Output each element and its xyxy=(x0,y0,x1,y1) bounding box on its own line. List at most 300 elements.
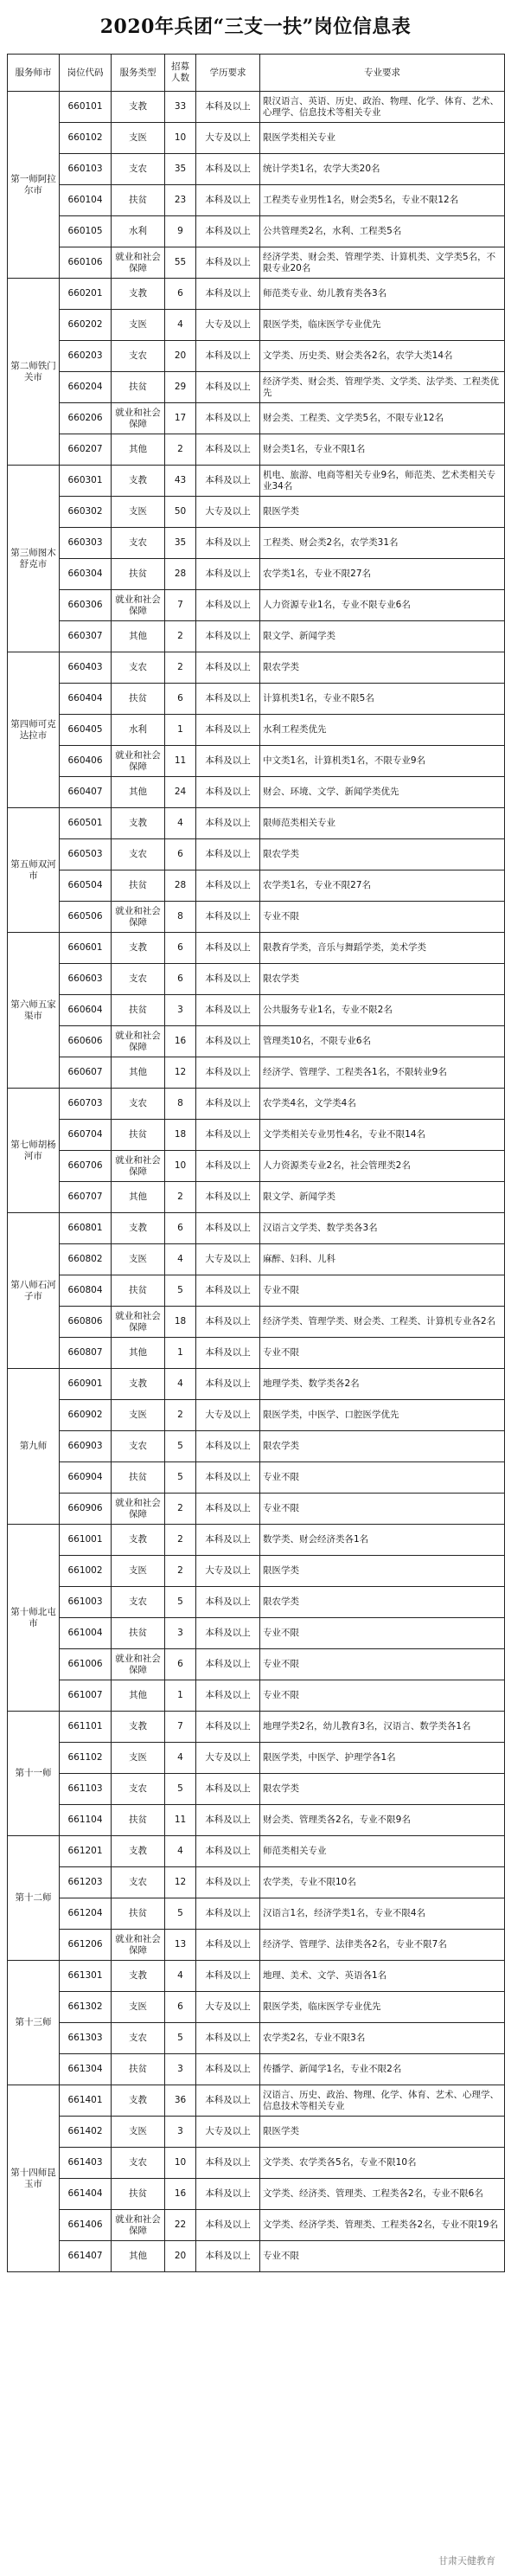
table-row xyxy=(8,2085,505,2117)
recruit-count-cell: 28 xyxy=(165,870,196,902)
service-type-cell: 支医 xyxy=(112,2117,165,2148)
major-cell: 限医学类 xyxy=(260,2117,505,2148)
major-cell: 麻醉、妇科、儿科 xyxy=(260,1244,505,1275)
major-cell: 专业不限 xyxy=(260,1462,505,1494)
service-type-cell: 支教 xyxy=(112,1525,165,1556)
position-code-cell: 660603 xyxy=(60,964,112,995)
recruit-count-cell: 5 xyxy=(165,1587,196,1618)
major-cell: 管理类10名，不限专业6名 xyxy=(260,1026,505,1057)
position-code-cell: 660801 xyxy=(60,1213,112,1244)
position-code-cell: 660301 xyxy=(60,466,112,497)
table-header-row xyxy=(8,55,505,92)
major-cell: 文学类相关专业男性4名，专业不限14名 xyxy=(260,1120,505,1151)
service-type-cell: 就业和社会保障 xyxy=(112,403,165,434)
major-cell: 公共服务专业1名，专业不限2名 xyxy=(260,995,505,1026)
major-cell: 专业不限 xyxy=(260,902,505,933)
recruit-count-cell: 7 xyxy=(165,590,196,621)
education-cell: 本科及以上 xyxy=(196,1338,260,1369)
table-row xyxy=(8,621,505,652)
table-row xyxy=(8,1836,505,1867)
table-row xyxy=(8,1618,505,1649)
education-cell: 本科及以上 xyxy=(196,247,260,279)
header-service-type: 服务类型 xyxy=(112,55,165,92)
table-row xyxy=(8,310,505,341)
table-row xyxy=(8,715,505,746)
table-row xyxy=(8,1369,505,1400)
recruit-count-cell: 1 xyxy=(165,715,196,746)
major-cell: 限医学类，中医学、护理学各1名 xyxy=(260,1743,505,1774)
service-type-cell: 支医 xyxy=(112,497,165,528)
service-type-cell: 就业和社会保障 xyxy=(112,247,165,279)
recruit-count-cell: 16 xyxy=(165,2179,196,2210)
position-code-cell: 661406 xyxy=(60,2210,112,2241)
major-cell: 限医学类 xyxy=(260,1556,505,1587)
position-code-cell: 660303 xyxy=(60,528,112,559)
service-type-cell: 支医 xyxy=(112,310,165,341)
position-code-cell: 661002 xyxy=(60,1556,112,1587)
education-cell: 本科及以上 xyxy=(196,715,260,746)
position-code-cell: 661201 xyxy=(60,1836,112,1867)
recruit-count-cell: 2 xyxy=(165,621,196,652)
table-row xyxy=(8,372,505,403)
recruit-count-cell: 4 xyxy=(165,1244,196,1275)
position-code-cell: 660105 xyxy=(60,216,112,247)
table-row xyxy=(8,2054,505,2085)
recruit-count-cell: 35 xyxy=(165,154,196,185)
position-code-cell: 661204 xyxy=(60,1898,112,1930)
service-type-cell: 支农 xyxy=(112,2023,165,2054)
recruit-count-cell: 13 xyxy=(165,1930,196,1961)
table-row xyxy=(8,1213,505,1244)
education-cell: 大专及以上 xyxy=(196,1244,260,1275)
education-cell: 本科及以上 xyxy=(196,2241,260,2272)
recruit-count-cell: 11 xyxy=(165,1805,196,1836)
service-type-cell: 其他 xyxy=(112,1057,165,1089)
service-type-cell: 就业和社会保障 xyxy=(112,1494,165,1525)
recruit-count-cell: 1 xyxy=(165,1338,196,1369)
service-type-cell: 支农 xyxy=(112,1867,165,1898)
major-cell: 汉语言文学类、数学类各3名 xyxy=(260,1213,505,1244)
recruit-count-cell: 1 xyxy=(165,1680,196,1712)
position-code-cell: 661302 xyxy=(60,1992,112,2023)
recruit-count-cell: 2 xyxy=(165,1494,196,1525)
division-cell: 第十师北屯市 xyxy=(8,1525,60,1712)
header-education: 学历要求 xyxy=(196,55,260,92)
recruit-count-cell: 6 xyxy=(165,1649,196,1680)
table-row xyxy=(8,746,505,777)
table-row xyxy=(8,1805,505,1836)
table-row xyxy=(8,2241,505,2272)
division-cell: 第七师胡杨河市 xyxy=(8,1089,60,1213)
recruit-count-cell: 20 xyxy=(165,341,196,372)
table-row xyxy=(8,1120,505,1151)
recruit-count-cell: 5 xyxy=(165,2023,196,2054)
table-row xyxy=(8,185,505,216)
position-code-cell: 661102 xyxy=(60,1743,112,1774)
education-cell: 本科及以上 xyxy=(196,1057,260,1089)
service-type-cell: 就业和社会保障 xyxy=(112,1307,165,1338)
major-cell: 限农学类 xyxy=(260,839,505,870)
recruit-count-cell: 4 xyxy=(165,1369,196,1400)
service-type-cell: 其他 xyxy=(112,621,165,652)
table-row xyxy=(8,1462,505,1494)
recruit-count-cell: 16 xyxy=(165,1026,196,1057)
major-cell: 地理学类2名，幼儿教育3名，汉语言、数学类各1名 xyxy=(260,1712,505,1743)
position-code-cell: 660307 xyxy=(60,621,112,652)
table-row xyxy=(8,1338,505,1369)
service-type-cell: 其他 xyxy=(112,434,165,466)
division-cell: 第四师可克达拉市 xyxy=(8,652,60,808)
major-cell: 经济学类、管理学类、财会类、工程类、计算机专业各2名 xyxy=(260,1307,505,1338)
major-cell: 限教育学类，音乐与舞蹈学类，美术学类 xyxy=(260,933,505,964)
major-cell: 限文学、新闻学类 xyxy=(260,1182,505,1213)
recruit-count-cell: 6 xyxy=(165,964,196,995)
position-code-cell: 660704 xyxy=(60,1120,112,1151)
division-cell: 第十四师昆玉市 xyxy=(8,2085,60,2272)
recruit-count-cell: 5 xyxy=(165,1774,196,1805)
recruit-count-cell: 23 xyxy=(165,185,196,216)
table-row xyxy=(8,1898,505,1930)
recruit-count-cell: 18 xyxy=(165,1307,196,1338)
education-cell: 本科及以上 xyxy=(196,1494,260,1525)
division-cell: 第二师铁门关市 xyxy=(8,279,60,466)
position-code-cell: 660503 xyxy=(60,839,112,870)
recruit-count-cell: 50 xyxy=(165,497,196,528)
position-code-cell: 660807 xyxy=(60,1338,112,1369)
position-code-cell: 661402 xyxy=(60,2117,112,2148)
position-code-cell: 660206 xyxy=(60,403,112,434)
recruit-count-cell: 12 xyxy=(165,1057,196,1089)
education-cell: 本科及以上 xyxy=(196,1898,260,1930)
table-row xyxy=(8,1649,505,1680)
service-type-cell: 支农 xyxy=(112,1089,165,1120)
service-type-cell: 扶贫 xyxy=(112,1618,165,1649)
major-cell: 限医学类，临床医学专业优先 xyxy=(260,310,505,341)
table-row xyxy=(8,1182,505,1213)
division-cell: 第六师五家渠市 xyxy=(8,933,60,1089)
recruit-count-cell: 6 xyxy=(165,684,196,715)
service-type-cell: 支教 xyxy=(112,933,165,964)
recruit-count-cell: 2 xyxy=(165,434,196,466)
major-cell: 公共管理类2名，水利、工程类5名 xyxy=(260,216,505,247)
recruit-count-cell: 7 xyxy=(165,1712,196,1743)
position-code-cell: 660506 xyxy=(60,902,112,933)
major-cell: 农学类4名，文学类4名 xyxy=(260,1089,505,1120)
service-type-cell: 支教 xyxy=(112,1961,165,1992)
recruit-count-cell: 4 xyxy=(165,1836,196,1867)
position-code-cell: 660406 xyxy=(60,746,112,777)
major-cell: 限汉语言、英语、历史、政治、物理、化学、体育、艺术、心理学、信息技术等相关专业 xyxy=(260,92,505,123)
recruit-count-cell: 3 xyxy=(165,2054,196,2085)
major-cell: 工程类、财会类2名，农学类31名 xyxy=(260,528,505,559)
recruit-count-cell: 4 xyxy=(165,808,196,839)
major-cell: 限医学类相关专业 xyxy=(260,123,505,154)
position-code-cell: 660706 xyxy=(60,1151,112,1182)
recruit-count-cell: 2 xyxy=(165,1556,196,1587)
service-type-cell: 支农 xyxy=(112,2148,165,2179)
position-code-cell: 660501 xyxy=(60,808,112,839)
service-type-cell: 就业和社会保障 xyxy=(112,590,165,621)
position-code-cell: 660101 xyxy=(60,92,112,123)
service-type-cell: 支农 xyxy=(112,1587,165,1618)
position-code-cell: 660202 xyxy=(60,310,112,341)
table-row xyxy=(8,528,505,559)
recruit-count-cell: 17 xyxy=(165,403,196,434)
position-code-cell: 661101 xyxy=(60,1712,112,1743)
major-cell: 统计学类1名，农学大类20名 xyxy=(260,154,505,185)
position-code-cell: 660606 xyxy=(60,1026,112,1057)
service-type-cell: 扶贫 xyxy=(112,684,165,715)
position-code-cell: 660906 xyxy=(60,1494,112,1525)
service-type-cell: 扶贫 xyxy=(112,995,165,1026)
table-row xyxy=(8,964,505,995)
position-code-cell: 661104 xyxy=(60,1805,112,1836)
service-type-cell: 支医 xyxy=(112,123,165,154)
position-code-cell: 660703 xyxy=(60,1089,112,1120)
service-type-cell: 扶贫 xyxy=(112,1120,165,1151)
education-cell: 本科及以上 xyxy=(196,839,260,870)
position-code-cell: 661303 xyxy=(60,2023,112,2054)
education-cell: 本科及以上 xyxy=(196,1618,260,1649)
service-type-cell: 就业和社会保障 xyxy=(112,1930,165,1961)
education-cell: 本科及以上 xyxy=(196,216,260,247)
major-cell: 汉语言、历史、政治、物理、化学、体育、艺术、心理学、信息技术等相关专业 xyxy=(260,2085,505,2117)
position-code-cell: 661203 xyxy=(60,1867,112,1898)
service-type-cell: 支农 xyxy=(112,652,165,684)
position-code-cell: 661407 xyxy=(60,2241,112,2272)
recruit-count-cell: 3 xyxy=(165,995,196,1026)
recruit-count-cell: 6 xyxy=(165,279,196,310)
education-cell: 本科及以上 xyxy=(196,1805,260,1836)
position-code-cell: 660902 xyxy=(60,1400,112,1431)
table-row xyxy=(8,1151,505,1182)
education-cell: 本科及以上 xyxy=(196,1867,260,1898)
recruit-count-cell: 6 xyxy=(165,1213,196,1244)
education-cell: 本科及以上 xyxy=(196,2023,260,2054)
recruit-count-cell: 2 xyxy=(165,652,196,684)
service-type-cell: 支教 xyxy=(112,1213,165,1244)
service-type-cell: 支医 xyxy=(112,1743,165,1774)
education-cell: 本科及以上 xyxy=(196,1089,260,1120)
education-cell: 本科及以上 xyxy=(196,808,260,839)
table-row xyxy=(8,1431,505,1462)
education-cell: 本科及以上 xyxy=(196,154,260,185)
major-cell: 数学类、财会经济类各1名 xyxy=(260,1525,505,1556)
major-cell: 师范类相关专业 xyxy=(260,1836,505,1867)
position-code-cell: 661206 xyxy=(60,1930,112,1961)
education-cell: 大专及以上 xyxy=(196,1992,260,2023)
major-cell: 中文类1名，计算机类1名，不限专业9名 xyxy=(260,746,505,777)
recruit-count-cell: 8 xyxy=(165,1089,196,1120)
division-cell: 第五师双河市 xyxy=(8,808,60,933)
major-cell: 文学类、历史类、财会类各2名，农学大类14名 xyxy=(260,341,505,372)
position-code-cell: 660804 xyxy=(60,1275,112,1307)
major-cell: 地理学类、数学类各2名 xyxy=(260,1369,505,1400)
table-row xyxy=(8,1525,505,1556)
recruit-count-cell: 22 xyxy=(165,2210,196,2241)
education-cell: 本科及以上 xyxy=(196,1275,260,1307)
service-type-cell: 扶贫 xyxy=(112,1462,165,1494)
education-cell: 本科及以上 xyxy=(196,1712,260,1743)
table-row xyxy=(8,1712,505,1743)
table-row xyxy=(8,2179,505,2210)
education-cell: 大专及以上 xyxy=(196,123,260,154)
major-cell: 人力资源类专业2名，社会管理类2名 xyxy=(260,1151,505,1182)
major-cell: 文学类、农学类各5名，专业不限10名 xyxy=(260,2148,505,2179)
major-cell: 专业不限 xyxy=(260,1618,505,1649)
recruit-count-cell: 9 xyxy=(165,216,196,247)
service-type-cell: 水利 xyxy=(112,715,165,746)
position-code-cell: 660404 xyxy=(60,684,112,715)
table-row xyxy=(8,216,505,247)
position-code-cell: 660802 xyxy=(60,1244,112,1275)
recruit-count-cell: 5 xyxy=(165,1275,196,1307)
major-cell: 经济学类、财会类、管理学类、文学类、法学类、工程类优先 xyxy=(260,372,505,403)
service-type-cell: 支医 xyxy=(112,1400,165,1431)
position-code-cell: 660407 xyxy=(60,777,112,808)
recruit-count-cell: 55 xyxy=(165,247,196,279)
service-type-cell: 就业和社会保障 xyxy=(112,1026,165,1057)
major-cell: 限师范类相关专业 xyxy=(260,808,505,839)
major-cell: 师范类专业、幼儿教育类各3名 xyxy=(260,279,505,310)
major-cell: 农学类1名，专业不限27名 xyxy=(260,559,505,590)
position-code-cell: 660806 xyxy=(60,1307,112,1338)
page-title: 2020年兵团“三支一扶”岗位信息表 xyxy=(99,16,412,38)
education-cell: 本科及以上 xyxy=(196,590,260,621)
header-recruit-count: 招募人数 xyxy=(165,55,196,92)
major-cell: 农学类1名，专业不限27名 xyxy=(260,870,505,902)
position-code-cell: 660201 xyxy=(60,279,112,310)
service-type-cell: 其他 xyxy=(112,1182,165,1213)
major-cell: 限文学、新闻学类 xyxy=(260,621,505,652)
major-cell: 经济学、管理学、法律类各2名，专业不限7名 xyxy=(260,1930,505,1961)
table-row xyxy=(8,497,505,528)
education-cell: 本科及以上 xyxy=(196,995,260,1026)
education-cell: 大专及以上 xyxy=(196,1400,260,1431)
major-cell: 农学类2名，专业不限3名 xyxy=(260,2023,505,2054)
service-type-cell: 支农 xyxy=(112,839,165,870)
position-code-cell: 660304 xyxy=(60,559,112,590)
service-type-cell: 支农 xyxy=(112,341,165,372)
service-type-cell: 扶贫 xyxy=(112,185,165,216)
positions-table xyxy=(7,54,505,2272)
service-type-cell: 支教 xyxy=(112,1712,165,1743)
major-cell: 机电、旅游、电商等相关专业9名，师范类、艺术类相关专业34名 xyxy=(260,466,505,497)
position-code-cell: 661003 xyxy=(60,1587,112,1618)
recruit-count-cell: 2 xyxy=(165,1400,196,1431)
table-row xyxy=(8,2117,505,2148)
service-type-cell: 扶贫 xyxy=(112,559,165,590)
service-type-cell: 其他 xyxy=(112,1338,165,1369)
recruit-count-cell: 12 xyxy=(165,1867,196,1898)
major-cell: 传播学、新闻学1名，专业不限2名 xyxy=(260,2054,505,2085)
table-row xyxy=(8,2023,505,2054)
table-row xyxy=(8,839,505,870)
table-row xyxy=(8,1961,505,1992)
education-cell: 大专及以上 xyxy=(196,1743,260,1774)
recruit-count-cell: 3 xyxy=(165,1618,196,1649)
service-type-cell: 支教 xyxy=(112,466,165,497)
major-cell: 专业不限 xyxy=(260,2241,505,2272)
major-cell: 文学类、经济类、管理类、工程类各2名，专业不限6名 xyxy=(260,2179,505,2210)
position-code-cell: 661004 xyxy=(60,1618,112,1649)
service-type-cell: 支教 xyxy=(112,279,165,310)
position-code-cell: 660707 xyxy=(60,1182,112,1213)
education-cell: 本科及以上 xyxy=(196,2054,260,2085)
position-code-cell: 661304 xyxy=(60,2054,112,2085)
table-row xyxy=(8,434,505,466)
education-cell: 本科及以上 xyxy=(196,1525,260,1556)
major-cell: 限农学类 xyxy=(260,1774,505,1805)
service-type-cell: 扶贫 xyxy=(112,1898,165,1930)
table-row xyxy=(8,154,505,185)
recruit-count-cell: 3 xyxy=(165,2117,196,2148)
recruit-count-cell: 10 xyxy=(165,2148,196,2179)
table-row xyxy=(8,933,505,964)
recruit-count-cell: 18 xyxy=(165,1120,196,1151)
table-row xyxy=(8,808,505,839)
recruit-count-cell: 10 xyxy=(165,123,196,154)
major-cell: 专业不限 xyxy=(260,1275,505,1307)
major-cell: 限医学类，临床医学专业优先 xyxy=(260,1992,505,2023)
table-row xyxy=(8,92,505,123)
table-row xyxy=(8,247,505,279)
education-cell: 本科及以上 xyxy=(196,1649,260,1680)
major-cell: 经济学类、财会类、管理学类、计算机类、文学类5名，不限专业20名 xyxy=(260,247,505,279)
recruit-count-cell: 28 xyxy=(165,559,196,590)
service-type-cell: 扶贫 xyxy=(112,1275,165,1307)
education-cell: 本科及以上 xyxy=(196,434,260,466)
education-cell: 本科及以上 xyxy=(196,684,260,715)
recruit-count-cell: 5 xyxy=(165,1431,196,1462)
education-cell: 本科及以上 xyxy=(196,2210,260,2241)
division-cell: 第十二师 xyxy=(8,1836,60,1961)
major-cell: 专业不限 xyxy=(260,1338,505,1369)
education-cell: 本科及以上 xyxy=(196,870,260,902)
recruit-count-cell: 33 xyxy=(165,92,196,123)
recruit-count-cell: 8 xyxy=(165,902,196,933)
division-cell: 第三师图木舒克市 xyxy=(8,466,60,652)
table-row xyxy=(8,2148,505,2179)
table-row xyxy=(8,1774,505,1805)
table-row xyxy=(8,1307,505,1338)
position-code-cell: 660106 xyxy=(60,247,112,279)
position-code-cell: 661301 xyxy=(60,1961,112,1992)
table-row xyxy=(8,341,505,372)
table-row xyxy=(8,279,505,310)
major-cell: 汉语言1名，经济学类1名，专业不限4名 xyxy=(260,1898,505,1930)
service-type-cell: 就业和社会保障 xyxy=(112,1649,165,1680)
table-row xyxy=(8,1992,505,2023)
position-code-cell: 660903 xyxy=(60,1431,112,1462)
position-code-cell: 661001 xyxy=(60,1525,112,1556)
service-type-cell: 支农 xyxy=(112,964,165,995)
header-position-code: 岗位代码 xyxy=(60,55,112,92)
recruit-count-cell: 20 xyxy=(165,2241,196,2272)
position-code-cell: 660504 xyxy=(60,870,112,902)
position-code-cell: 660207 xyxy=(60,434,112,466)
division-cell: 第十三师 xyxy=(8,1961,60,2085)
recruit-count-cell: 24 xyxy=(165,777,196,808)
recruit-count-cell: 6 xyxy=(165,1992,196,2023)
table-row xyxy=(8,1680,505,1712)
table-row xyxy=(8,403,505,434)
position-code-cell: 660204 xyxy=(60,372,112,403)
recruit-count-cell: 29 xyxy=(165,372,196,403)
table-row xyxy=(8,684,505,715)
service-type-cell: 支医 xyxy=(112,1992,165,2023)
table-row xyxy=(8,1244,505,1275)
